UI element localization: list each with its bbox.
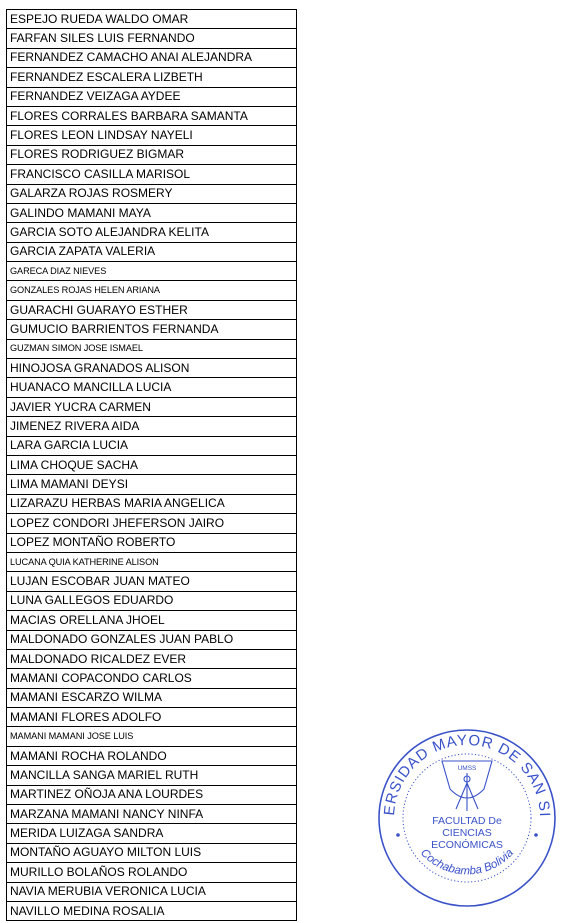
student-name-cell: GALARZA ROJAS ROSMERY	[7, 184, 297, 203]
seal-dot-left	[396, 833, 400, 837]
student-name-cell: GARCIA ZAPATA VALERIA	[7, 242, 297, 261]
table-row	[7, 533, 297, 552]
table-row	[7, 339, 297, 358]
student-name-cell: ESPEJO RUEDA WALDO OMAR	[7, 10, 297, 29]
table-row	[7, 126, 297, 145]
table-row	[7, 203, 297, 222]
student-name-cell: JIMENEZ RIVERA AIDA	[7, 417, 297, 436]
table-row	[7, 223, 297, 242]
seal-center-line-2: CIENCIAS	[442, 827, 492, 839]
student-name-cell: FLORES CORRALES BARBARA SAMANTA	[7, 106, 297, 125]
table-row	[7, 397, 297, 416]
table-row	[7, 378, 297, 397]
table-row	[7, 262, 297, 281]
table-row	[7, 494, 297, 513]
student-name-cell: LIMA MAMANI DEYSI	[7, 475, 297, 494]
student-name-cell: MANCILLA SANGA MARIEL RUTH	[7, 766, 297, 785]
student-name-cell: MAMANI FLORES ADOLFO	[7, 708, 297, 727]
student-name-cell: FERNANDEZ CAMACHO ANAI ALEJANDRA	[7, 48, 297, 67]
table-row	[7, 281, 297, 300]
table-row	[7, 320, 297, 339]
seal-center-line-3: ECONÓMICAS	[431, 839, 503, 851]
table-row	[7, 882, 297, 901]
table-row	[7, 746, 297, 765]
student-name-cell: HINOJOSA GRANADOS ALISON	[7, 359, 297, 378]
student-name-cell: LOPEZ MONTAÑO ROBERTO	[7, 533, 297, 552]
student-name-cell: MAMANI COPACONDO CARLOS	[7, 669, 297, 688]
table-row	[7, 649, 297, 668]
student-name-cell: GALINDO MAMANI MAYA	[7, 203, 297, 222]
table-row	[7, 184, 297, 203]
student-name-cell: GARCIA SOTO ALEJANDRA KELITA	[7, 223, 297, 242]
table-row	[7, 242, 297, 261]
student-name-cell: MAMANI MAMANI JOSE LUIS	[7, 727, 297, 746]
student-name-cell: MACIAS ORELLANA JHOEL	[7, 611, 297, 630]
student-name-cell: NAVILLO MEDINA ROSALIA	[7, 901, 297, 920]
table-row	[7, 475, 297, 494]
table-row	[7, 514, 297, 533]
student-name-cell: MARTINEZ OÑOJA ANA LOURDES	[7, 785, 297, 804]
student-name-cell: GUARACHI GUARAYO ESTHER	[7, 300, 297, 319]
student-name-cell: MURILLO BOLAÑOS ROLANDO	[7, 863, 297, 882]
student-name-cell: GUMUCIO BARRIENTOS FERNANDA	[7, 320, 297, 339]
table-row	[7, 300, 297, 319]
table-row	[7, 455, 297, 474]
table-row	[7, 359, 297, 378]
student-name-cell: LIMA CHOQUE SACHA	[7, 455, 297, 474]
student-name-cell: FRANCISCO CASILLA MARISOL	[7, 165, 297, 184]
student-name-cell: GONZALES ROJAS HELEN ARIANA	[7, 281, 297, 300]
table-row	[7, 611, 297, 630]
table-row	[7, 863, 297, 882]
student-name-cell: HUANACO MANCILLA LUCIA	[7, 378, 297, 397]
table-row	[7, 669, 297, 688]
table-row	[7, 824, 297, 843]
student-name-cell: MAMANI ESCARZO WILMA	[7, 688, 297, 707]
table-row	[7, 688, 297, 707]
table-row	[7, 552, 297, 571]
seal-dot-right	[534, 833, 538, 837]
table-row	[7, 766, 297, 785]
seal-bottom-text: Cochabamba Bolivia	[418, 846, 516, 878]
student-name-cell: LUCANA QUIA KATHERINE ALISON	[7, 552, 297, 571]
student-name-cell: FLORES LEON LINDSAY NAYELI	[7, 126, 297, 145]
table-row	[7, 708, 297, 727]
student-name-cell: LIZARAZU HERBAS MARIA ANGELICA	[7, 494, 297, 513]
seal-graphic	[365, 710, 562, 913]
seal-center-line-1: FACULTAD De	[432, 815, 502, 827]
seal-ring-text: UNIVERSIDAD MAYOR DE SAN SIMON	[365, 710, 554, 818]
student-name-cell: FERNANDEZ ESCALERA LIZBETH	[7, 68, 297, 87]
table-row	[7, 68, 297, 87]
student-name-cell: GUZMAN SIMON JOSE ISMAEL	[7, 339, 297, 358]
table-row	[7, 805, 297, 824]
student-name-cell: MAMANI ROCHA ROLANDO	[7, 746, 297, 765]
student-name-cell: MARZANA MAMANI NANCY NINFA	[7, 805, 297, 824]
seal-emblem-text: UMSS	[457, 765, 477, 772]
student-name-cell: MALDONADO RICALDEZ EVER	[7, 649, 297, 668]
student-name-cell: MONTAÑO AGUAYO MILTON LUIS	[7, 843, 297, 862]
student-name-table	[6, 9, 297, 921]
student-name-cell: FLORES RODRIGUEZ BIGMAR	[7, 145, 297, 164]
student-name-cell: GARECA DIAZ NIEVES	[7, 262, 297, 281]
table-row	[7, 901, 297, 920]
student-name-cell: LUNA GALLEGOS EDUARDO	[7, 591, 297, 610]
student-name-cell: JAVIER YUCRA CARMEN	[7, 397, 297, 416]
table-row	[7, 145, 297, 164]
student-name-cell: LOPEZ CONDORI JHEFERSON JAIRO	[7, 514, 297, 533]
table-row	[7, 87, 297, 106]
table-row	[7, 843, 297, 862]
student-name-cell: FARFAN SILES LUIS FERNANDO	[7, 29, 297, 48]
university-seal-stamp	[365, 710, 562, 913]
table-row	[7, 48, 297, 67]
table-row	[7, 436, 297, 455]
table-row	[7, 572, 297, 591]
table-row	[7, 10, 297, 29]
student-name-cell: FERNANDEZ VEIZAGA AYDEE	[7, 87, 297, 106]
table-row	[7, 165, 297, 184]
student-name-cell: LARA GARCIA LUCIA	[7, 436, 297, 455]
table-row	[7, 727, 297, 746]
student-name-cell: LUJAN ESCOBAR JUAN MATEO	[7, 572, 297, 591]
student-name-cell: MALDONADO GONZALES JUAN PABLO	[7, 630, 297, 649]
table-row	[7, 106, 297, 125]
name-rows	[7, 10, 297, 921]
table-row	[7, 785, 297, 804]
student-name-cell: NAVIA MERUBIA VERONICA LUCIA	[7, 882, 297, 901]
table-row	[7, 591, 297, 610]
student-name-cell: MERIDA LUIZAGA SANDRA	[7, 824, 297, 843]
table-row	[7, 417, 297, 436]
table-row	[7, 630, 297, 649]
table-row	[7, 29, 297, 48]
